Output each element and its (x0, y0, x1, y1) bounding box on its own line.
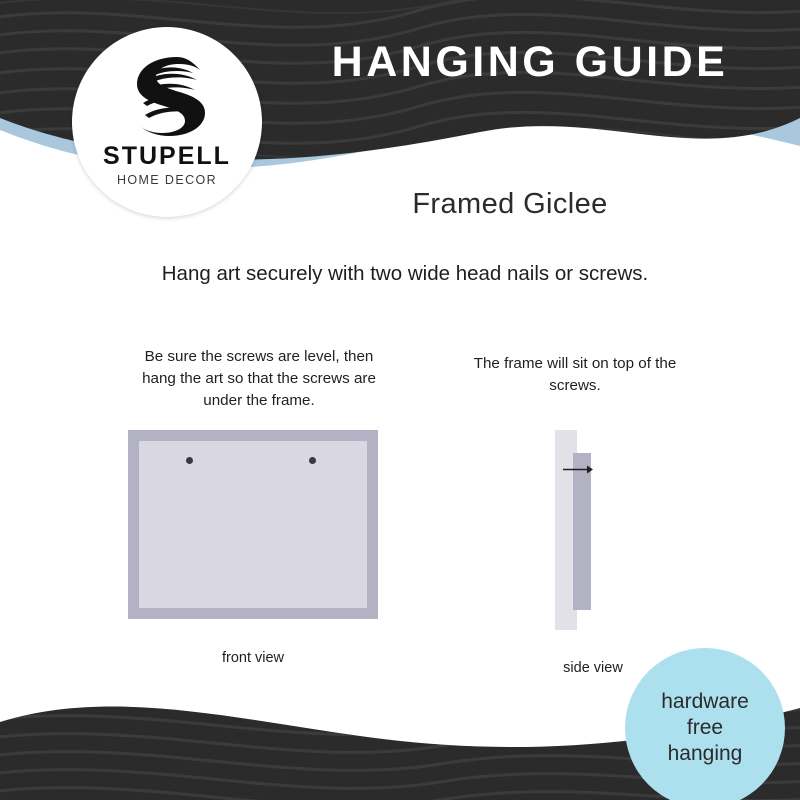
front-view-mat (139, 441, 367, 608)
brand-subtitle: HOME DECOR (116, 173, 218, 187)
page-title: HANGING GUIDE (331, 38, 729, 86)
brand-logo (72, 27, 262, 217)
front-view-label: front view (221, 650, 285, 666)
main-instruction: Hang art securely with two wide head nails or screws. (161, 262, 649, 285)
front-view-caption: Be sure the screws are level, then hang the art so that the screws are under the frame. (142, 348, 376, 409)
frame-strip-face (567, 453, 573, 610)
brand-name: STUPELL (103, 142, 231, 170)
side-view-diagram (555, 430, 615, 630)
screw-icon (309, 457, 316, 464)
product-type: Framed Giclee (412, 188, 608, 220)
screw-icon (186, 457, 193, 464)
badge-line-2: free (686, 716, 724, 739)
badge-line-1: hardware (661, 690, 749, 713)
side-view-caption: The frame will sit on top of the screws. (473, 355, 677, 394)
frame-strip (573, 453, 591, 610)
badge-line-3: hanging (667, 742, 743, 765)
side-view-label: side view (563, 660, 623, 676)
screw-arrow-icon (563, 461, 593, 470)
hardware-free-badge (625, 648, 785, 800)
front-view-diagram (128, 430, 378, 619)
swirl-s-logo-icon (72, 53, 262, 137)
